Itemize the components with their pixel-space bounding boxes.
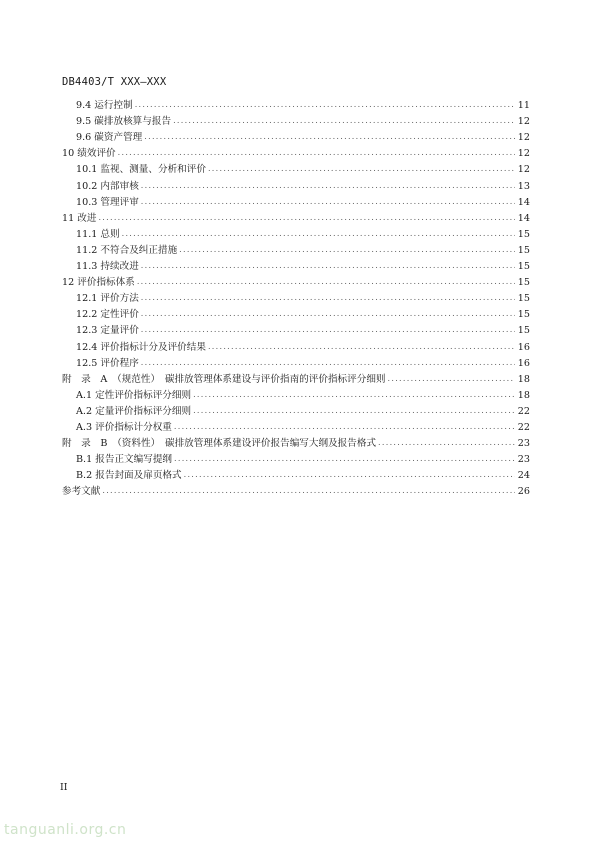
toc-leader-dots [137, 276, 515, 288]
toc-entry[interactable] [62, 289, 530, 305]
toc-leader-dots [141, 308, 515, 320]
toc-entry-page: 15 [517, 325, 530, 337]
toc-entry-title: 12.1 评价方法 [76, 293, 139, 305]
toc-entry-title: 12.3 定量评价 [76, 325, 139, 337]
toc-entry-page: 15 [517, 261, 530, 273]
toc-entry[interactable] [62, 96, 530, 112]
toc-leader-dots [208, 341, 515, 353]
toc-entry-title: B.1 报告正文编写提纲 [76, 454, 173, 466]
toc-entry[interactable] [62, 257, 530, 273]
toc-entry-page: 18 [517, 389, 530, 401]
document-code-header: DB4403/T XXX—XXX [62, 76, 167, 88]
toc-entry[interactable] [62, 176, 530, 192]
toc-entry-page: 15 [517, 277, 530, 289]
toc-leader-dots [98, 212, 514, 224]
toc-entry-title: 10.1 监视、测量、分析和评价 [76, 164, 206, 176]
watermark-text: tanguanli.org.cn [4, 822, 127, 838]
toc-entry-page: 12 [517, 132, 530, 144]
toc-leader-dots [378, 437, 515, 449]
toc-leader-dots [193, 405, 515, 417]
toc-entry-title: 10.2 内部审核 [76, 180, 139, 192]
toc-entry[interactable] [62, 128, 530, 144]
toc-entry-title: 12.4 评价指标计分及评价结果 [76, 341, 206, 353]
toc-entry-page: 23 [517, 438, 530, 450]
toc-leader-dots [184, 469, 515, 481]
toc-entry-page: 12 [517, 148, 530, 160]
toc-entry-page: 11 [517, 100, 530, 112]
toc-leader-dots [135, 99, 515, 111]
page-number: II [60, 782, 68, 793]
toc-entry[interactable] [62, 354, 530, 370]
toc-entry-page: 22 [517, 421, 530, 433]
toc-entry[interactable] [62, 209, 530, 225]
toc-entry-page: 15 [517, 293, 530, 305]
toc-leader-dots [208, 163, 515, 175]
toc-entry[interactable] [62, 402, 530, 418]
toc-entry-title: 附 录 A （规范性） 碳排放管理体系建设与评价指南的评价指标评分细则 [62, 373, 386, 385]
toc-entry[interactable] [62, 386, 530, 402]
toc-entry[interactable] [62, 241, 530, 257]
toc-entry-title: 11.2 不符合及纠正措施 [76, 244, 178, 256]
toc-entry-title: B.2 报告封面及扉页格式 [76, 470, 182, 482]
toc-entry-title: 10 绩效评价 [62, 148, 116, 160]
toc-entry[interactable] [62, 193, 530, 209]
toc-entry[interactable] [62, 370, 530, 386]
toc-entry[interactable] [62, 434, 530, 450]
toc-entry-page: 13 [517, 180, 530, 192]
toc-entry[interactable] [62, 450, 530, 466]
toc-entry-page: 15 [517, 244, 530, 256]
toc-leader-dots [179, 244, 515, 256]
toc-entry-title: 12.5 评价程序 [76, 357, 139, 369]
toc-leader-dots [141, 324, 515, 336]
toc-entry-title: 参考文献 [62, 486, 101, 498]
toc-entry-page: 22 [517, 405, 530, 417]
table-of-contents [62, 96, 530, 498]
toc-leader-dots [141, 180, 515, 192]
toc-entry-title: A.2 定量评价指标评分细则 [76, 405, 192, 417]
toc-leader-dots [174, 453, 515, 465]
toc-entry[interactable] [62, 305, 530, 321]
toc-entry-title: 9.4 运行控制 [76, 100, 133, 112]
toc-leader-dots [102, 485, 514, 497]
toc-leader-dots [141, 196, 515, 208]
toc-entry-title: A.3 评价指标计分权重 [76, 421, 172, 433]
toc-entry-page: 15 [517, 309, 530, 321]
toc-entry-title: 附 录 B （资料性） 碳排放管理体系建设评价报告编写大纲及报告格式 [62, 438, 377, 450]
toc-entry[interactable] [62, 225, 530, 241]
toc-entry[interactable] [62, 321, 530, 337]
toc-leader-dots [141, 292, 515, 304]
toc-entry-title: A.1 定性评价指标评分细则 [76, 389, 192, 401]
toc-entry-title: 11.1 总则 [76, 228, 120, 240]
toc-leader-dots [122, 228, 515, 240]
toc-entry[interactable] [62, 418, 530, 434]
toc-entry-page: 12 [517, 164, 530, 176]
toc-entry-page: 14 [517, 196, 530, 208]
toc-leader-dots [118, 147, 515, 159]
toc-entry[interactable] [62, 160, 530, 176]
toc-leader-dots [141, 260, 515, 272]
toc-entry-page: 15 [517, 228, 530, 240]
toc-leader-dots [174, 421, 515, 433]
toc-entry[interactable] [62, 466, 530, 482]
toc-entry[interactable] [62, 112, 530, 128]
toc-entry-title: 9.6 碳资产管理 [76, 132, 143, 144]
toc-entry-page: 23 [517, 454, 530, 466]
toc-leader-dots [193, 389, 515, 401]
toc-entry[interactable] [62, 144, 530, 160]
toc-entry-page: 26 [517, 486, 530, 498]
toc-entry-title: 11.3 持续改进 [76, 261, 139, 273]
toc-entry[interactable] [62, 482, 530, 498]
toc-entry-title: 12 评价指标体系 [62, 277, 135, 289]
toc-leader-dots [144, 131, 515, 143]
toc-entry-title: 12.2 定性评价 [76, 309, 139, 321]
toc-leader-dots [388, 373, 515, 385]
toc-leader-dots [173, 115, 515, 127]
toc-leader-dots [141, 357, 515, 369]
toc-entry-page: 24 [517, 470, 530, 482]
toc-entry-page: 16 [517, 341, 530, 353]
toc-entry-title: 10.3 管理评审 [76, 196, 139, 208]
toc-entry-page: 18 [517, 373, 530, 385]
toc-entry-page: 16 [517, 357, 530, 369]
toc-entry-title: 11 改进 [62, 212, 97, 224]
toc-entry-title: 9.5 碳排放核算与报告 [76, 116, 172, 128]
toc-entry-page: 12 [517, 116, 530, 128]
toc-entry-page: 14 [517, 212, 530, 224]
toc-entry[interactable] [62, 273, 530, 289]
toc-entry[interactable] [62, 337, 530, 353]
